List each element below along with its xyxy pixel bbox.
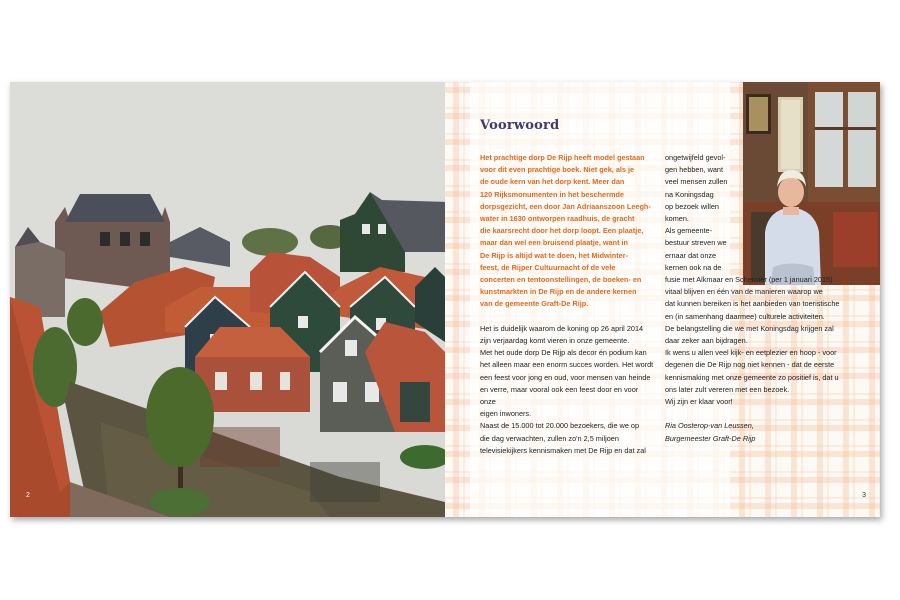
body-line: ongetwijfeld gevol-: [665, 153, 726, 162]
body-line: en verre, maar vooral ook een feest door en voor onze: [480, 384, 639, 407]
body-line: kernen ook na de: [665, 262, 722, 272]
intro-line: dorpsgezicht, een door Jan Adriaanszoon Leegh-: [480, 201, 651, 211]
signature-line: Burgemeester Graft-De Rijp: [665, 433, 756, 443]
intro-line: concerten en tentoonstellingen, de boeken- en: [480, 275, 642, 285]
page-number-left: 2: [26, 492, 30, 499]
body-line: dat kunnen bereiken is het aanbieden van toeristische: [665, 299, 840, 309]
village-canal-photo: [10, 82, 445, 517]
body-line: zijn verjaardag komt vieren in onze gemeente.: [480, 336, 630, 346]
body-line: op bezoek willen: [665, 201, 719, 211]
body-line: daar zeker aan bijdragen.: [665, 336, 748, 346]
body-line: Het is duidelijk waarom de koning op 26 april 2014: [480, 323, 644, 333]
intro-line: de oude kern van het dorp kent. Meer dan: [480, 177, 625, 187]
intro-line: feest, de Rijper Cultuurnacht of de vele: [480, 262, 616, 272]
book-spread: [10, 82, 880, 517]
body-line: [665, 408, 870, 420]
body-line: Naast de 15.000 tot 20.000 bezoekers, die we op: [480, 421, 640, 431]
body-line: bestuur streven we: [665, 238, 727, 248]
body-line: Als gemeente-: [665, 226, 713, 236]
body-line: die dag verwachten, zullen zo'n 2,5 miljoen: [480, 433, 619, 443]
body-line: De belangstelling die we met Koningsdag krijgen zal: [665, 323, 834, 333]
body-line: vitaal blijven en één van de manieren waarop we: [665, 287, 823, 297]
intro-line: water in 1630 ontworpen raadhuis, de gracht: [480, 214, 635, 224]
body-line: Wij zijn er klaar voor!: [665, 397, 733, 407]
body-line: gen hebben, want: [665, 165, 724, 175]
body-line: eigen inwoners.: [480, 409, 532, 419]
body-line: kennismaking met onze gemeente zo positief is, dat u: [665, 372, 839, 382]
body-line: ons later zult vereren met een bezoek.: [665, 384, 790, 394]
body-line: Met het oude dorp De Rijp als decor én podium kan: [480, 348, 647, 358]
body-line: Ik wens u allen veel kijk- en eetplezier en hoop - voor: [665, 348, 837, 358]
intro-line: voor dit even prachtige boek. Niet gek, als je: [480, 165, 635, 175]
body-line: televisiekijkers kennismaken met De Rijp en dat zal: [480, 445, 646, 455]
text-column-1: [480, 152, 655, 457]
body-line: veel mensen zullen: [665, 177, 728, 187]
text-column-2: [665, 152, 840, 445]
page-number-right: 3: [862, 492, 866, 499]
article-heading: Voorwoord: [480, 118, 560, 133]
body-line: degenen die De Rijp nog niet kennen - dat de eerste: [665, 360, 835, 370]
intro-line: 120 Rijksmonumenten in het beschermde: [480, 189, 624, 199]
body-line: een feest voor jong en oud, voor mensen van heinde: [480, 372, 651, 382]
right-page: [445, 82, 880, 517]
intro-line: De Rijp is altijd wat te doen, het Midwinter-: [480, 250, 628, 260]
body-line: het alleen maar een enorm succes worden. Het wordt: [480, 360, 654, 370]
intro-line: van de gemeente Graft-De Rijp.: [480, 299, 589, 309]
intro-line: die kaarsrecht door het dorp loopt. Een plaatje,: [480, 226, 644, 236]
body-line: komen.: [665, 214, 689, 224]
signature-line: Ria Oosterop-van Leussen,: [665, 421, 754, 431]
intro-line: maar dan wel een bruisend plaatje, want in: [480, 238, 629, 248]
body-line: na Koningsdag: [665, 189, 714, 199]
intro-line: Het prachtige dorp De Rijp heeft model gestaan: [480, 153, 645, 162]
left-page: [10, 82, 445, 517]
body-line: fusie met Alkmaar en Schermer (per 1 januari 2015): [665, 275, 833, 285]
body-line: ernaar dat onze: [665, 250, 717, 260]
body-line: en (in samenhang daarmee) culturele activiteiten.: [665, 311, 825, 321]
body-line: [480, 311, 655, 323]
intro-line: kunstmarkten in De Rijp en de andere kernen: [480, 287, 637, 297]
